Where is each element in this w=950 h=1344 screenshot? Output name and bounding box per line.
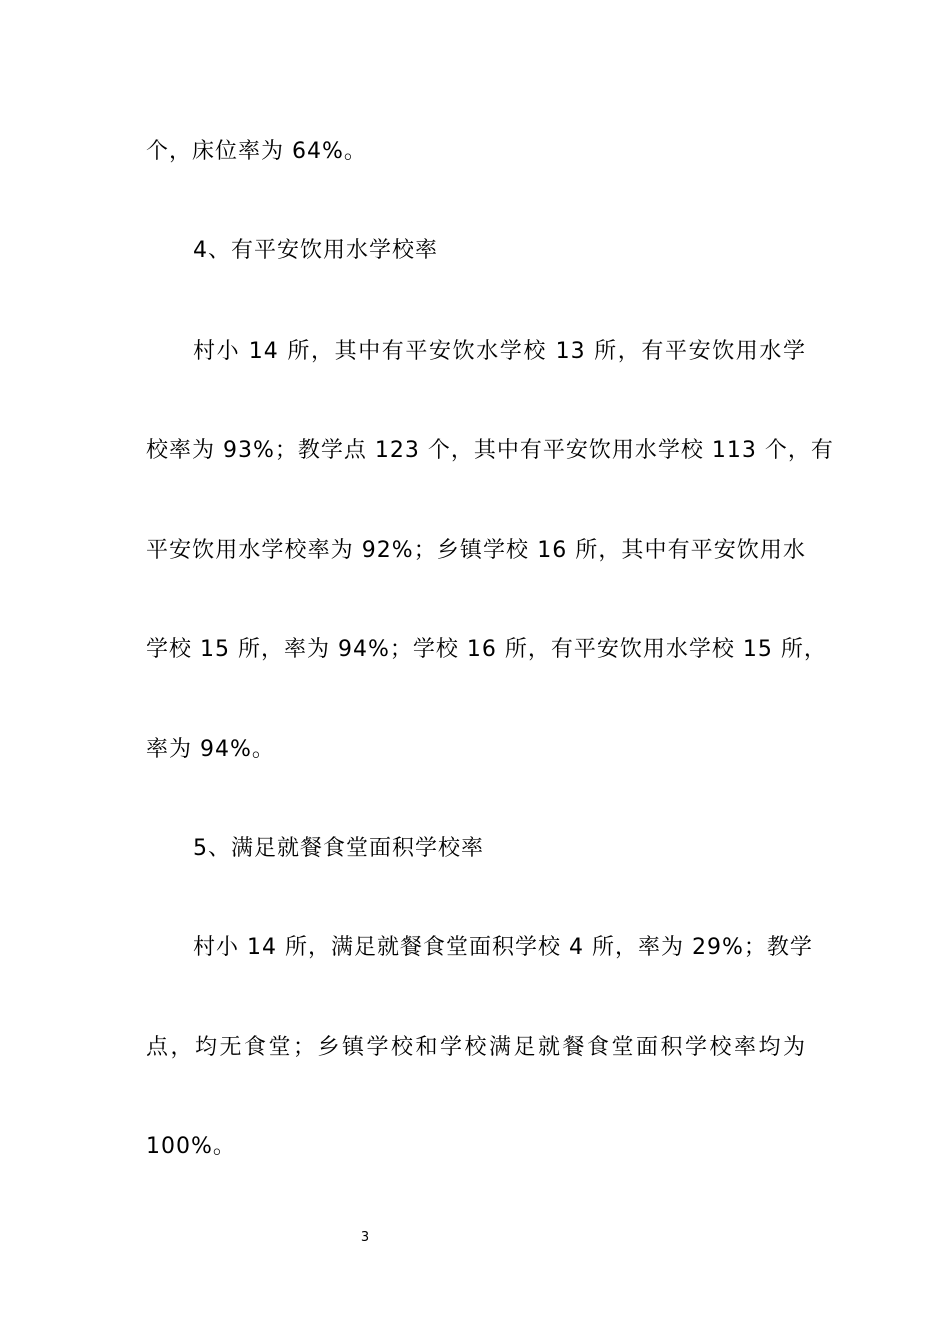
text-line: 村小 14 所，满足就餐食堂面积学校 4 所，率为 29%；教学 xyxy=(193,935,813,960)
text-line: 平安饮用水学校率为 92%；乡镇学校 16 所，其中有平安饮用水 xyxy=(146,538,806,563)
page-number: 3 xyxy=(360,1230,370,1245)
text-line: 学校 15 所，率为 94%；学校 16 所，有平安饮用水学校 15 所， xyxy=(146,637,827,662)
text-line: 村小 14 所，其中有平安饮水学校 13 所，有平安饮用水学 xyxy=(193,339,806,364)
section-heading: 4、有平安饮用水学校率 xyxy=(193,238,438,263)
text-line: 100%。 xyxy=(146,1134,236,1159)
text-line: 率为 94%。 xyxy=(146,737,275,762)
text-line: 个，床位率为 64%。 xyxy=(146,139,367,164)
section-heading: 5、满足就餐食堂面积学校率 xyxy=(193,836,484,861)
text-line: 点，均无食堂；乡镇学校和学校满足就餐食堂面积学校率均为 xyxy=(146,1035,806,1060)
text-line: 校率为 93%；教学点 123 个，其中有平安饮用水学校 113 个，有 xyxy=(146,438,834,463)
